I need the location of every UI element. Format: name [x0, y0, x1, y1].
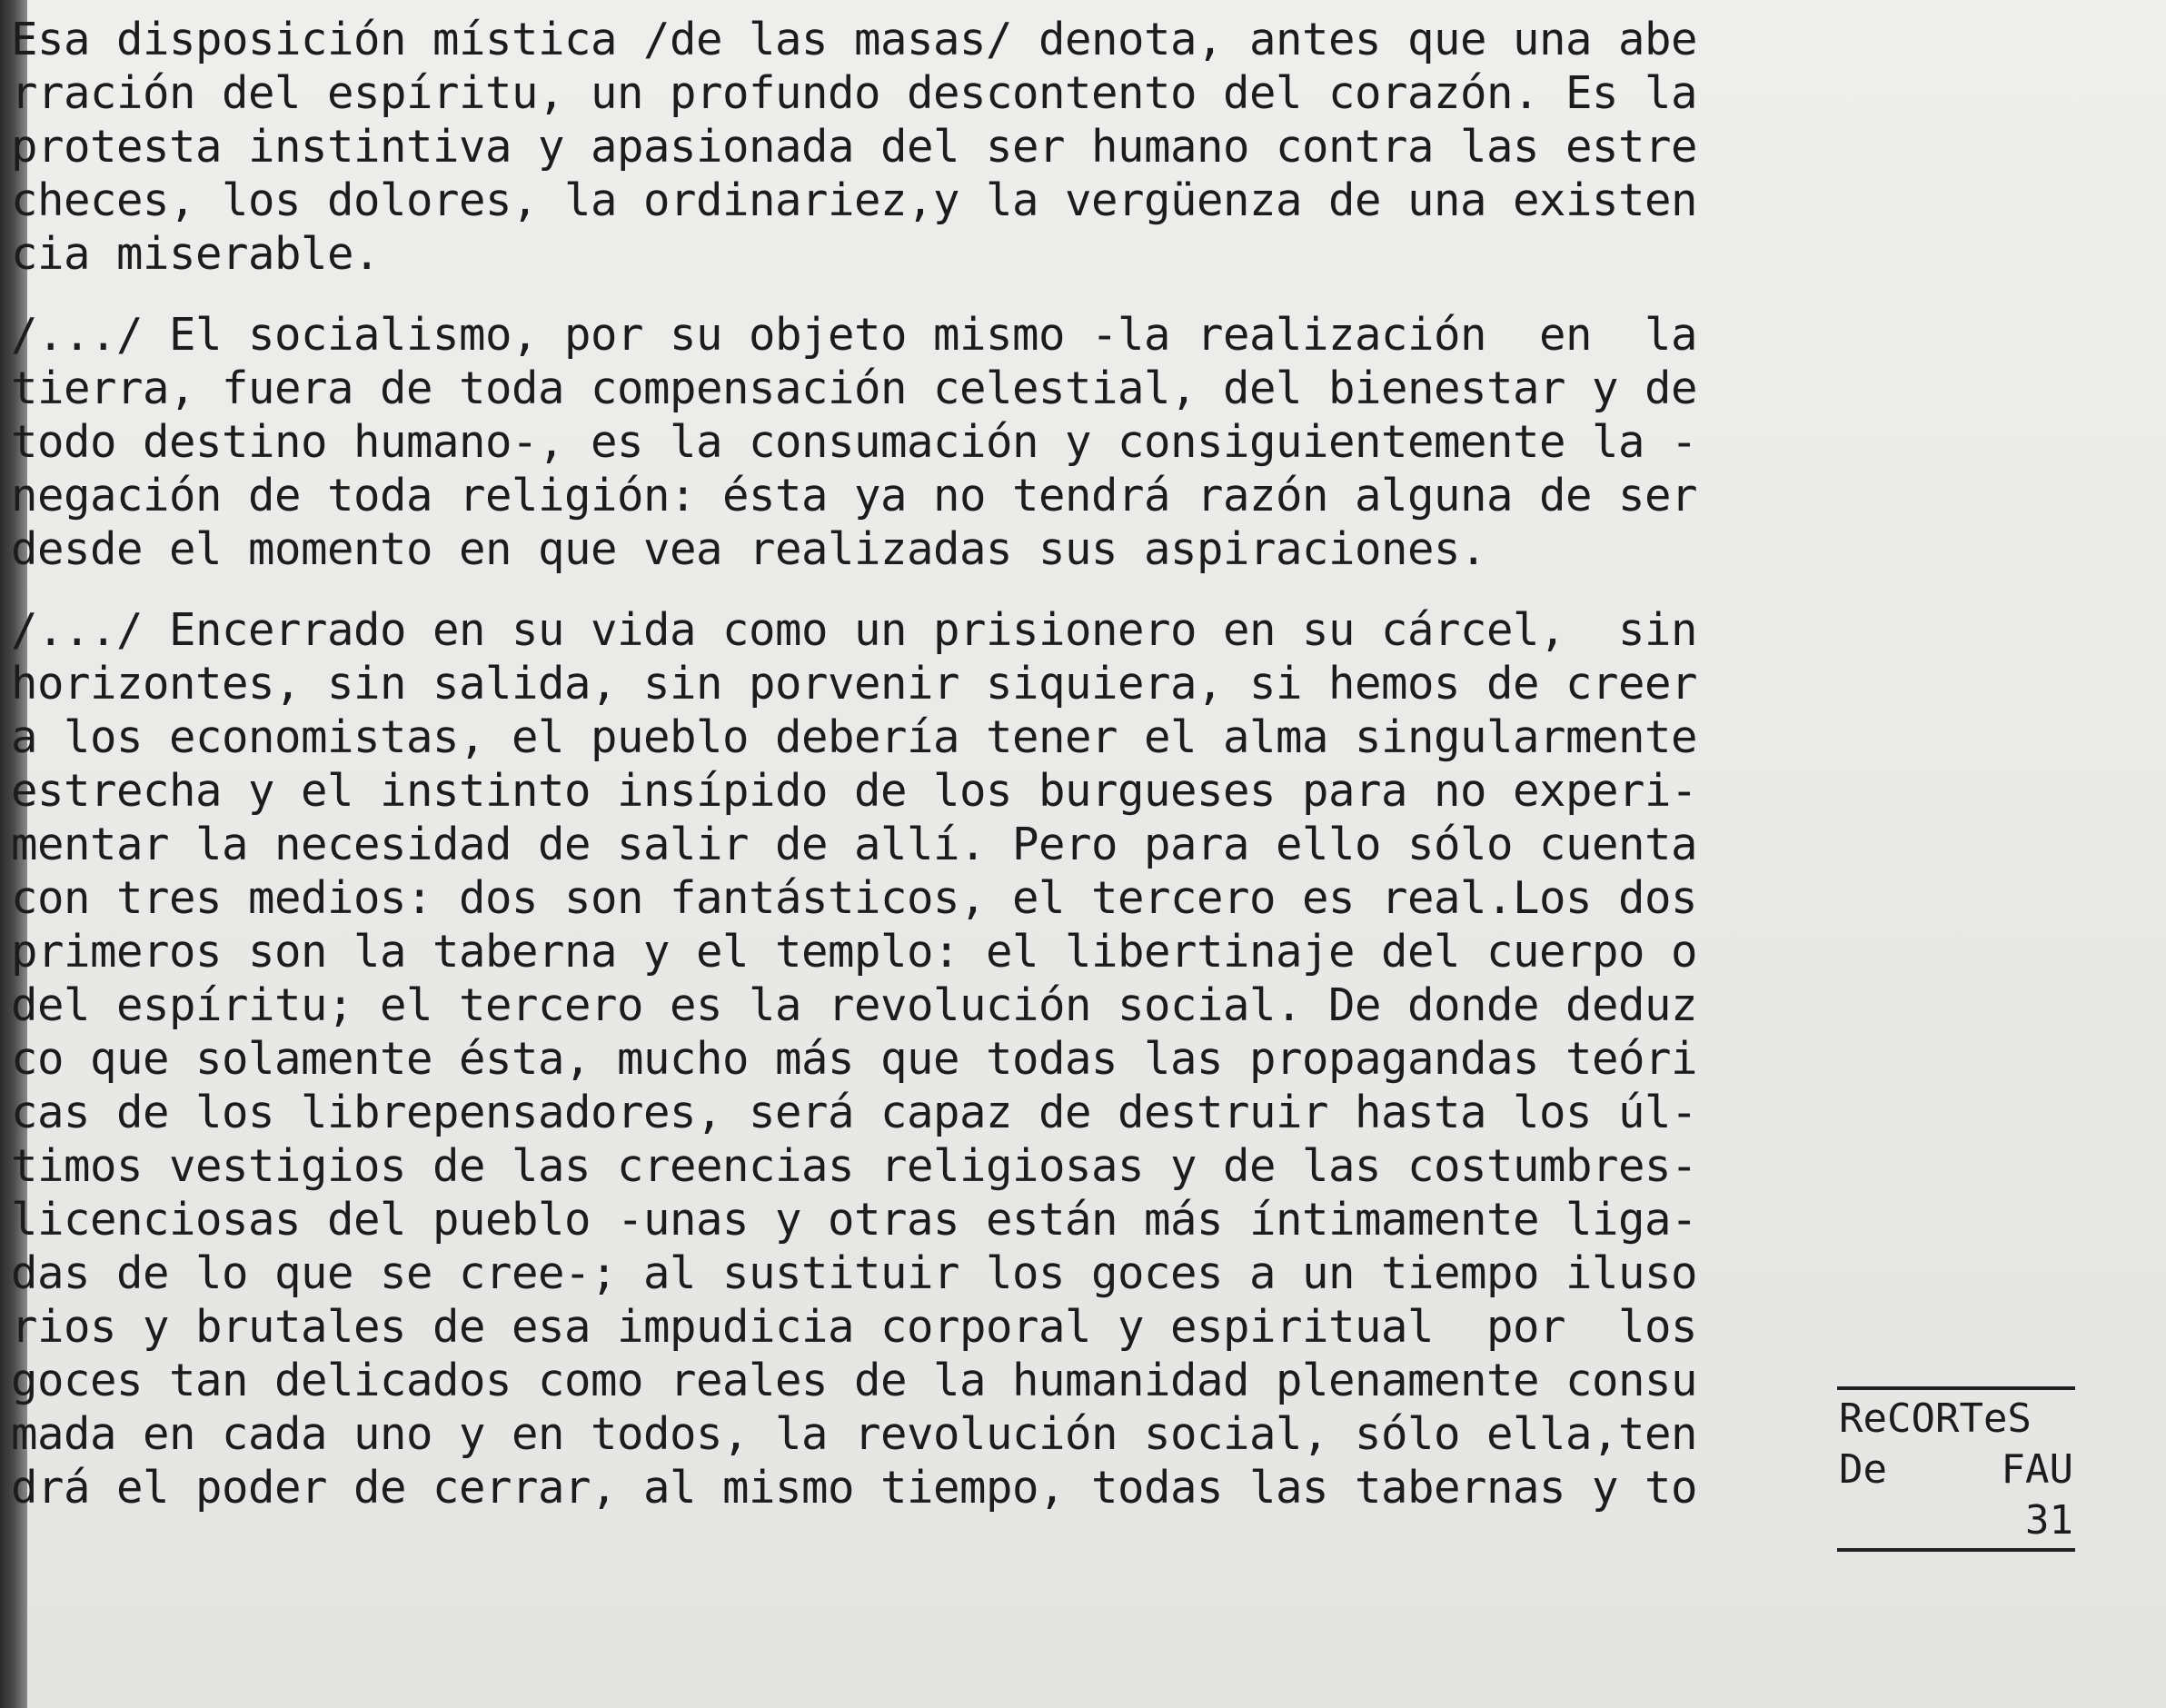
text-line: cia miserable.: [11, 228, 381, 280]
text-line: horizontes, sin salida, sin porvenir siquiera, si hemos de creer: [11, 658, 1698, 710]
text-line: mentar la necesidad de salir de allí. Pero para ello sólo cuenta: [11, 819, 1698, 870]
text-line: cas de los librepensadores, será capaz de destruir hasta los úl-: [11, 1087, 1698, 1138]
stamp-title: ReCORTeS: [1839, 1395, 2032, 1442]
text-line: mada en cada uno y en todos, la revolución social, sólo ella,ten: [11, 1408, 1698, 1460]
paragraph-2: [11, 308, 1846, 576]
paragraph-3: [11, 603, 1846, 1514]
text-line: del espíritu; el tercero es la revolución social. De donde deduz: [11, 979, 1698, 1031]
text-line: goces tan delicados como reales de la humanidad plenamente consu: [11, 1355, 1698, 1406]
text-line: co que solamente ésta, mucho más que todas las propagandas teóri: [11, 1033, 1698, 1085]
text-line: Esa disposición mística /de las masas/ denota, antes que una abe: [11, 14, 1698, 65]
text-line: drá el poder de cerrar, al mismo tiempo, todas las tabernas y to: [11, 1462, 1698, 1514]
paragraph-1: [11, 13, 1846, 281]
text-line: rios y brutales de esa impudicia corporal y espiritual por los: [11, 1301, 1698, 1353]
text-line: /.../ Encerrado en su vida como un prisionero en su cárcel, sin: [11, 604, 1698, 656]
text-line: estrecha y el instinto insípido de los burgueses para no experi-: [11, 765, 1698, 817]
text-line: negación de toda religión: ésta ya no tendrá razón alguna de ser: [11, 470, 1698, 521]
recortes-stamp: [1837, 1386, 2075, 1552]
text-line: timos vestigios de las creencias religiosas y de las costumbres-: [11, 1140, 1698, 1192]
text-line: das de lo que se cree-; al sustituir los goces a un tiempo iluso: [11, 1247, 1698, 1299]
stamp-word-fau: FAU: [2001, 1446, 2073, 1493]
text-line: primeros son la taberna y el templo: el libertinaje del cuerpo o: [11, 926, 1698, 978]
paragraph-gap: [11, 281, 1846, 308]
text-line: /.../ El socialismo, por su objeto mismo -la realización en la: [11, 309, 1698, 361]
text-line: todo destino humano-, es la consumación y consiguientemente la -: [11, 416, 1698, 468]
text-line: rración del espíritu, un profundo descontento del corazón. Es la: [11, 67, 1698, 119]
stamp-row: [1839, 1445, 2073, 1495]
text-line: con tres medios: dos son fantásticos, el tercero es real.Los dos: [11, 872, 1698, 924]
text-line: desde el momento en que vea realizadas sus aspiraciones.: [11, 523, 1487, 575]
text-line: a los economistas, el pueblo debería tener el alma singularmente: [11, 711, 1698, 763]
stamp-word-de: De: [1839, 1446, 1887, 1493]
text-line: checes, los dolores, la ordinariez,y la vergüenza de una existen: [11, 174, 1698, 226]
page-number: 31: [2025, 1497, 2073, 1544]
text-line: protesta instintiva y apasionada del ser humano contra las estre: [11, 121, 1698, 173]
typewritten-body: [11, 13, 1846, 1514]
paragraph-gap: [11, 576, 1846, 603]
text-line: licenciosas del pueblo -unas y otras están más íntimamente liga-: [11, 1194, 1698, 1246]
stamp-number-row: [1839, 1495, 2073, 1546]
text-line: tierra, fuera de toda compensación celestial, del bienestar y de: [11, 362, 1698, 414]
